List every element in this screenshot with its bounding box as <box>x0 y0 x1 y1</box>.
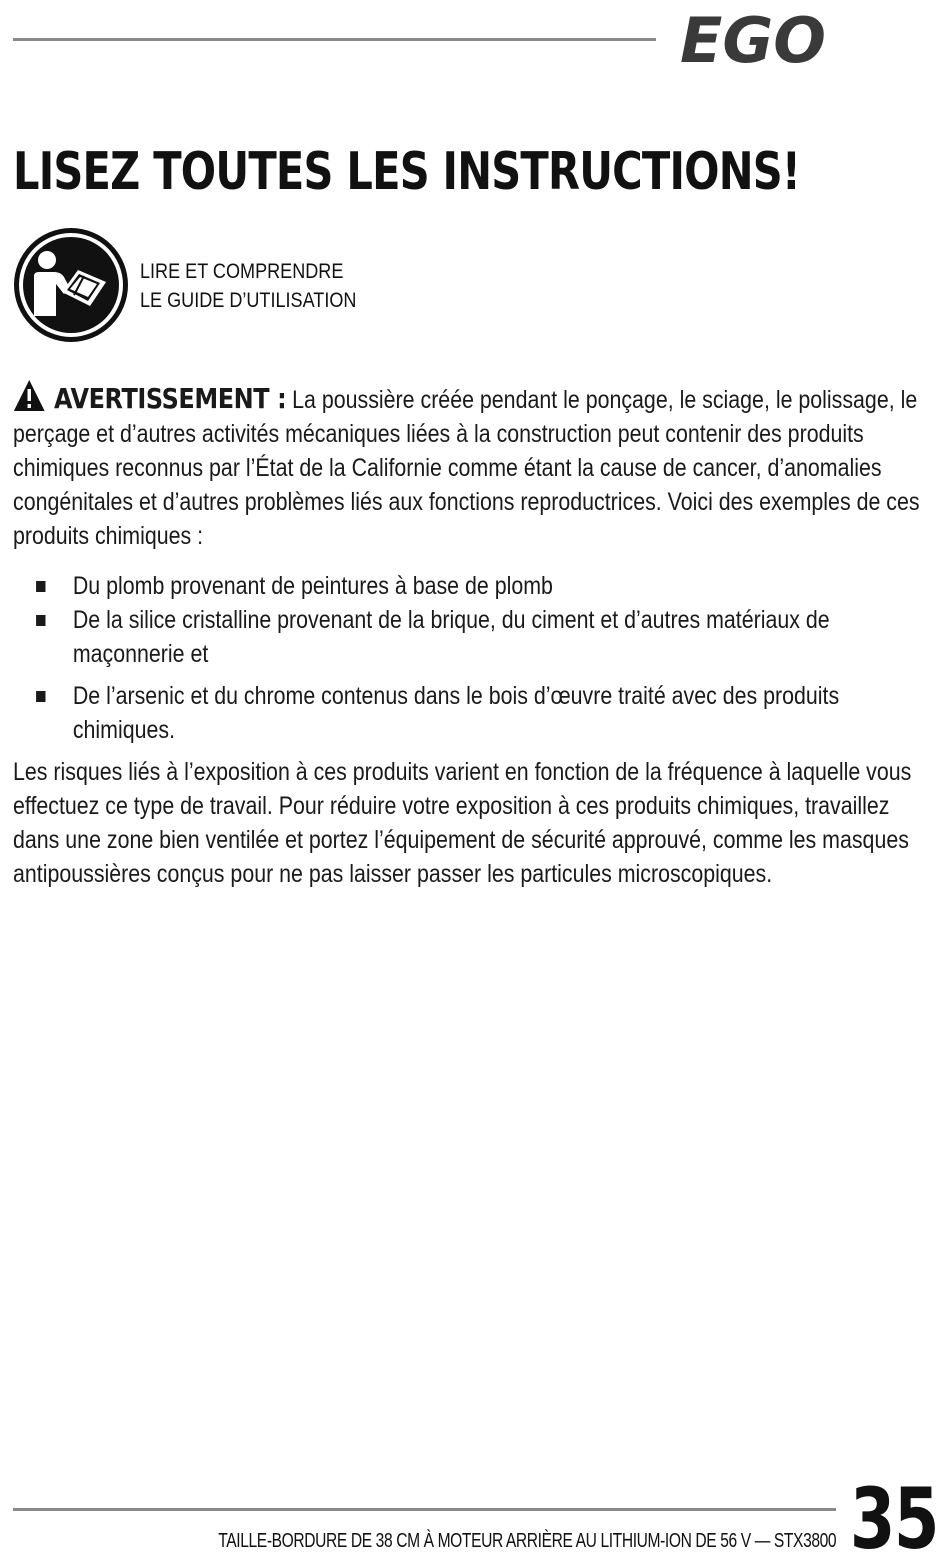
list-item-text: De la silice cristalline provenant de la brique, du ciment et d’autres matériaux de maçonnerie et <box>72 606 830 668</box>
manual-line-2: LE GUIDE D’UTILISATION <box>140 289 357 312</box>
bullet-marker <box>36 615 45 626</box>
bullet-marker <box>36 581 45 592</box>
page-title: LISEZ TOUTES LES INSTRUCTIONS! <box>13 142 801 202</box>
closing-paragraph: Les risques liés à l’exposition à ces produits varient en fonction de la fréquence à laquelle vous effectuez ce type de travail. Pour réduire votre exposition à ces produits chimiques, travaillez dans une zone bien ventilée et portez l’équipement de sécurité approuvé, comme les masques antipoussières conçus pour ne pas laisser passer les particules microscopiques. <box>13 758 912 888</box>
footer-rule <box>13 1508 836 1511</box>
list-item-text: Du plomb provenant de peintures à base de plomb <box>72 572 553 600</box>
header-rule <box>13 38 656 41</box>
manual-instruction <box>140 257 356 315</box>
logo-text: EGO <box>680 8 826 70</box>
list-item <box>13 679 928 747</box>
chemical-list <box>13 569 928 747</box>
list-item <box>13 569 928 603</box>
warning-text: La poussière créée pendant le ponçage, le sciage, le polissage, le perçage et d’autres activités mécaniques liées à la construction peut contenir des produits chimiques reconnus par l’État de la Californie comme étant la cause de cancer, d’anomalies congénitales et d’autres problèmes liés aux fonctions reproductrices. Voici des exemples de ces produits chimiques : <box>13 386 920 550</box>
ego-logo <box>676 8 936 70</box>
manual-line-1: LIRE ET COMPRENDRE <box>140 260 344 283</box>
warning-content <box>13 378 928 891</box>
list-item <box>13 603 928 671</box>
warning-label: AVERTISSEMENT : <box>54 382 287 415</box>
bullet-marker <box>36 691 45 702</box>
page-number: 35 <box>849 1470 938 1568</box>
warning-paragraph <box>13 378 928 553</box>
warning-triangle-icon <box>13 378 45 412</box>
footer-product-title: TAILLE-BORDURE DE 38 CM À MOTEUR ARRIÈRE AU LITHIUM-ION DE 56 V — STX3800 <box>218 1530 836 1552</box>
list-item-text: De l’arsenic et du chrome contenus dans le bois d’œuvre traité avec des produits chimiques. <box>72 682 840 744</box>
read-manual-icon <box>12 226 130 344</box>
